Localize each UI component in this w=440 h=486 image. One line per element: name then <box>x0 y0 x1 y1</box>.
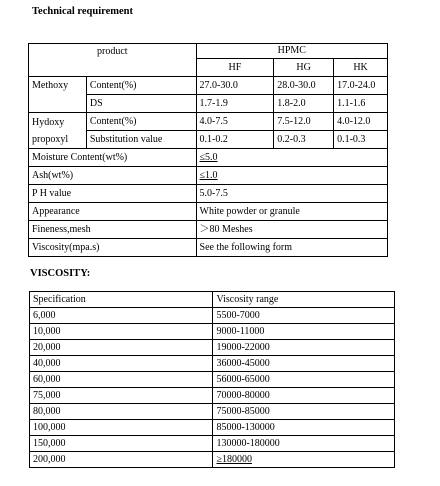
table-row <box>29 185 388 203</box>
property-name: Viscosity(mpa.s) <box>29 239 197 257</box>
specification-cell: 60,000 <box>30 372 213 388</box>
table-row <box>30 452 395 468</box>
viscosity-range-cell: 56000-65000 <box>213 372 395 388</box>
table-row <box>29 149 388 167</box>
table-row <box>29 203 388 221</box>
viscosity-range-header: Viscosity range <box>213 292 395 308</box>
viscosity-title: VISCOSITY: <box>30 268 91 279</box>
cell-value: 1.1-1.6 <box>334 95 388 113</box>
viscosity-range-cell: 75000-85000 <box>213 404 395 420</box>
viscosity-range-cell: 70000-80000 <box>213 388 395 404</box>
cell-value: 27.0-30.0 <box>196 77 274 95</box>
hydroxypropoxyl-label-line1: Hydoxy <box>32 116 65 128</box>
row-name: Substitution value <box>86 131 196 149</box>
table-row <box>30 340 395 356</box>
specification-cell: 10,000 <box>30 324 213 340</box>
specification-cell: 80,000 <box>30 404 213 420</box>
table-row <box>29 239 388 257</box>
table-row <box>29 167 388 185</box>
table-row <box>30 308 395 324</box>
methoxy-label: Methoxy <box>29 77 87 113</box>
row-name: Content(%) <box>86 77 196 95</box>
cell-value: 0.1-0.3 <box>334 131 388 149</box>
cell-value: 17.0-24.0 <box>334 77 388 95</box>
table-row <box>30 356 395 372</box>
technical-requirement-table <box>28 43 388 257</box>
row-name: Content(%) <box>86 113 196 131</box>
viscosity-range-cell: ≥180000 <box>213 452 395 468</box>
table-row <box>30 372 395 388</box>
specification-cell: 20,000 <box>30 340 213 356</box>
product-header: product <box>29 44 197 77</box>
hydroxypropoxyl-label-line2: propoxyl <box>32 133 69 145</box>
viscosity-range-cell: 85000-130000 <box>213 420 395 436</box>
property-value: ＞80 Meshes <box>196 221 387 239</box>
property-name: Appearance <box>29 203 197 221</box>
cell-value: 7.5-12.0 <box>274 113 334 131</box>
hpmc-header: HPMC <box>196 44 387 59</box>
specification-cell: 100,000 <box>30 420 213 436</box>
table-header-row <box>29 44 388 59</box>
specification-cell: 200,000 <box>30 452 213 468</box>
cell-value: 0.1-0.2 <box>196 131 274 149</box>
specification-cell: 150,000 <box>30 436 213 452</box>
property-value: 5.0-7.5 <box>196 185 387 203</box>
specification-cell: 6,000 <box>30 308 213 324</box>
cell-value: 1.7-1.9 <box>196 95 274 113</box>
table-row <box>30 436 395 452</box>
table-row <box>29 221 388 239</box>
viscosity-range-cell: 130000-180000 <box>213 436 395 452</box>
hydroxypropoxyl-label <box>29 113 87 149</box>
viscosity-range-cell: 19000-22000 <box>213 340 395 356</box>
specification-header: Specification <box>30 292 213 308</box>
property-value: White powder or granule <box>196 203 387 221</box>
property-name: Fineness,mesh <box>29 221 197 239</box>
viscosity-range-cell: 9000-11000 <box>213 324 395 340</box>
column-header-hf: HF <box>196 59 274 77</box>
cell-value: 4.0-7.5 <box>196 113 274 131</box>
specification-cell: 75,000 <box>30 388 213 404</box>
table-row <box>30 388 395 404</box>
property-value: See the following form <box>196 239 387 257</box>
table-row <box>29 113 388 131</box>
property-value: ≤1.0 <box>196 167 387 185</box>
viscosity-table <box>29 291 395 468</box>
cell-value: 4.0-12.0 <box>334 113 388 131</box>
viscosity-range-cell: 5500-7000 <box>213 308 395 324</box>
property-name: P H value <box>29 185 197 203</box>
table-row <box>30 324 395 340</box>
column-header-hg: HG <box>274 59 334 77</box>
property-name: Moisture Content(wt%) <box>29 149 197 167</box>
technical-requirement-title: Technical requirement <box>32 6 134 17</box>
cell-value: 0.2-0.3 <box>274 131 334 149</box>
viscosity-range-cell: 36000-45000 <box>213 356 395 372</box>
table-row <box>30 404 395 420</box>
row-name: DS <box>86 95 196 113</box>
cell-value: 1.8-2.0 <box>274 95 334 113</box>
cell-value: 28.0-30.0 <box>274 77 334 95</box>
viscosity-header-row <box>30 292 395 308</box>
table-row <box>30 420 395 436</box>
specification-cell: 40,000 <box>30 356 213 372</box>
property-value: ≤5.0 <box>196 149 387 167</box>
property-name: Ash(wt%) <box>29 167 197 185</box>
table-row <box>29 77 388 95</box>
column-header-hk: HK <box>334 59 388 77</box>
